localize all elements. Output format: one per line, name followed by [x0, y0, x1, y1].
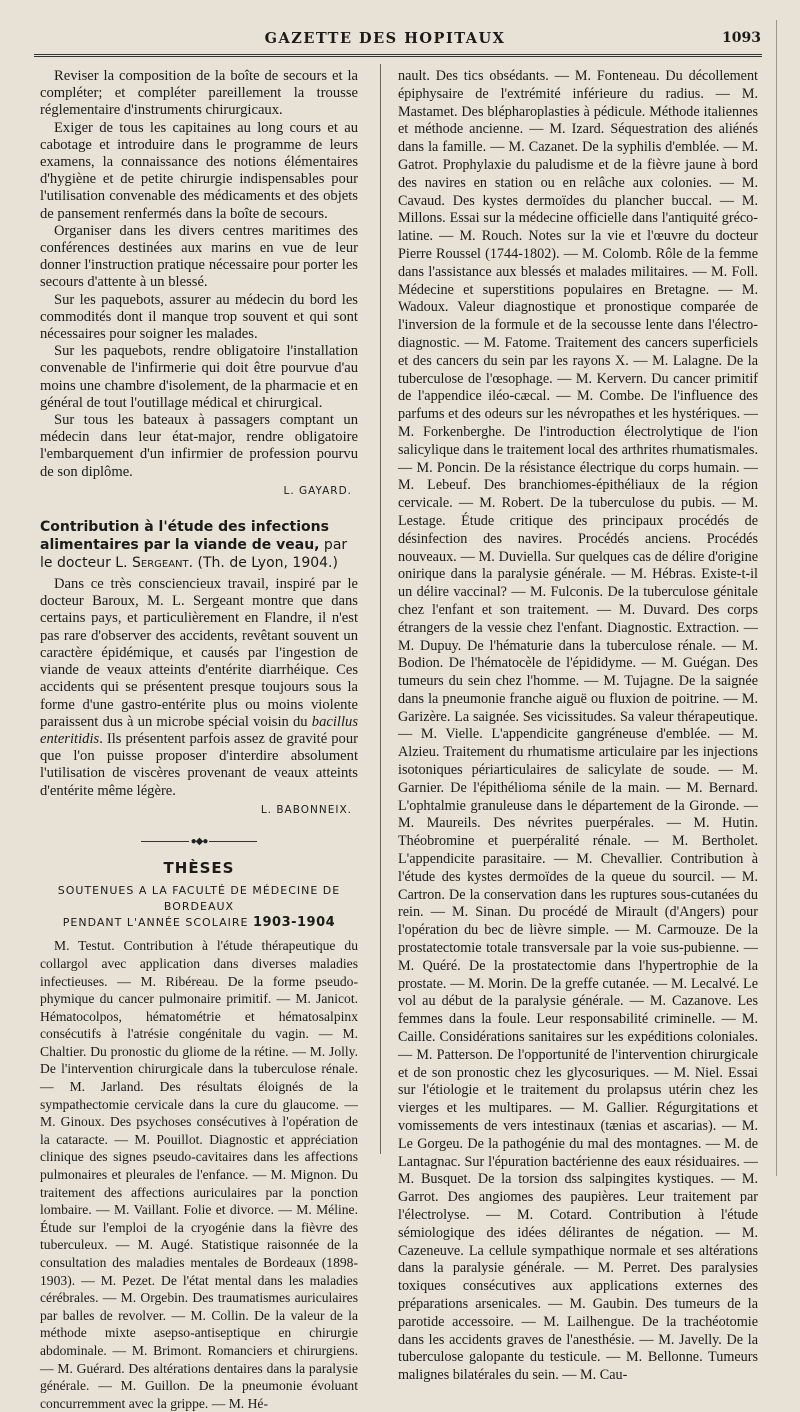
subtitle-line: [40, 915, 358, 931]
section-title: THÈSES: [163, 859, 235, 878]
theses-list: M. Testut. Contribution à l'étude thérapeutique du collargol avec application dans diverses maladies infectieuses. — M. Ribéreau. De la forme pseudo-phymique du cancer pulmonaire primitif. — M. Janicot. Hématocolpos, hématométrie et hématosalpinx consécutifs à l'atrésie congénitale du vagin. — M. Chaltier. Du pronostic du gliome de la rétine. — M. Jolly. De l'intervention chirurgicale dans la tuberculose rénale. — M. Jarland. Des résultats éloignés de la sympathectomie cervicale dans la cure du glaucome. — M. Ginoux. Des psychoses consécutives à l'opération de la cataracte. — M. Pouillot. Diagnostic et appréciation clinique des signes pseudo-cavitaires dans les affections pulmonaires et pleurales de l'enfance. — M. Mignon. Du traitement des affections auriculaires par la ponction lombaire. — M. Vaillant. Folie et divorce. — M. Méline. Étude sur l'emploi de la cryogénie dans la fièvre des tuberculeux. — M. Augé. Statistique raisonnée de la consultation des maladies mentales de Bordeaux (1898-1903). — M. Pezet. De l'état mental dans les maladies cérébrales. — M. Orgebin. Des traumatismes auriculaires par balles de revolver. — M. Collin. De la valeur de la méthode mixte asepso-antiseptique en chirurgie abdominale. — M. Brimont. Romanciers et chirurgiens. — M. Guérard. Des altérations dentaires dans la paralysie générale. — M. Guillon. De la pneumonie évoluant concurremment avec la grippe. — M. Hé-: [40, 938, 358, 1411]
article-source: (Th. de Lyon, 1904.): [193, 555, 338, 572]
article-body-italic: bacillus enteritidis: [40, 713, 358, 747]
theses-list-continued: nault. Des tics obsédants. — M. Fonteneau. Du décollement épiphysaire de l'extrémité inférieure du radius. — M. Mastamet. Des blépharoplasties à pédicule. Méthode italiennes et méthode ancienne. — M. Izard. Séquestration des aliénés dans la famille. — M. Cazanet. De la syphilis d'emblée. — M. Gatrot. Prophylaxie du paludisme et de la fièvre jaune à bord des navires en station ou en relâche aux colonies. — M. Cavaud. Des kystes dermoïdes du plancher buccal. — M. Millons. Essai sur la médecine officielle dans l'antiquité gréco-latine. — M. Rouch. Notes sur la vie et l'œuvre du docteur Pierre Roussel (1744-1802). — M. Colomb. Rôle de la femme dans l'assistance aux blessés et malades militaires. — M. Foll. Médecine et superstitions populaires en Bretagne. — M. Wadoux. Valeur diagnostique et pronostique comparée de l'inversion de la formule et de la secousse lente dans l'électro-diagnostic. — M. Fatome. Traitement des cancers superficiels et des cancers du sein par les rayons X. — M. Lalagne. De la tuberculose de l'œsophage. — M. Kervern. Du cancer primitif de l'appendice iléo-cæcal. — M. Combe. De l'influence des parfums et des odeurs sur les névropathes et les hystériques. — M. Forkenberghe. De l'introduction électrolytique de l'ion salicylique dans le traitement local des arthrites rhumatismales. — M. Poncin. De la résistance électrique du corps humain. — M. Lebeuf. Des branchiomes-épithéliaux de la région cervicale. — M. Robert. De la tuberculose du pubis. — M. Lestage. Étude critique des principaux procédés de désinfection des navires. Procédés anciens. Procédés nouveaux. — M. Duviella. Sur quelques cas de délire d'origine onirique dans la paralysie générale. — M. Hébras. Existe-t-il un délire vaccinal? — M. Fulconis. De la tuberculose génitale chez l'enfant et son traitement. — M. Duvard. Des corps étrangers de la vessie chez l'enfant. Diagnostic. Extraction. — M. Dupuy. De l'hématurie dans la tuberculose rénale. — M. Bodion. De l'hématocèle de l'épididyme. — M. Guégan. Des tumeurs du sein chez l'homme. — M. Tujagne. De la saignée dans la pneumonie franche aiguë ou fluxion de poitrine. — M. Garizère. La saignée. Ses vicissitudes. Sa valeur thérapeutique. — M. Vielle. L'appendicite gangréneuse d'emblée. — M. Alzieu. Traitement du rhumatisme articulaire par les injections isotoniques périarticulaires de salicylate de soude. — M. Garnier. De l'épithélioma sénile de la main. — M. Bernard. L'ophtalmie granuleuse dans le département de la Gironde. — M. Maureils. Des névrites puerpérales. — M. Hutin. Théobromine et puerpéralité rénale. — M. Bertholet. L'appendicite parasitaire. — M. Chevallier. Contribution à l'étude des kystes dermoïdes de la queue du sourcil. — M. Cartron. De la conservation dans les ruptures sous-cutanées du rein. — M. Sinan. Du procédé de Mirault (d'Angers) pour l'opération du bec de lièvre simple. — M. Carmouze. De la prostatectomie totale transversale par la voie sus-pubienne. — M. Quéré. De la prostatectomie dans l'hypertrophie de la prostate. — M. Morin. De la greffe cutanée. — M. Lecalvé. Le vol au début de la paralysie générale. — M. Cazanove. Les femmes dans la foule. Leur responsabilité criminelle. — M. Caille. Considérations sanitaires sur les expéditions coloniales. — M. Patterson. De l'opportunité de l'intervention chirurgicale et de son pronostic chez les glycosuriques. — M. Niel. Essai sur l'étiologie et le traitement du prolapsus utérin chez les vierges et les multipares. — M. Gallier. Régurgitations et vomissements de vers intestinaux (tænias et ascarias). — M. Le Gorgeu. De la pathogénie du mal des montagnes. — M. de Lantagnac. Sur l'épuration bactérienne des eaux résiduaires. — M. Busquet. De la torsion dss salpingites kystiques. — M. Garrot. Des angiomes des paupières. Leur traitement par l'électrolyse. — M. Cotard. Contribution à l'étude sémiologique des idées délirantes de négation. — M. Cazeneuve. La cellule sympathique normale et ses altérations dans la paralysie générale. — M. Perret. Des paralysies toxiques consécutives aux applications externes des préparations arsenicales. — M. Gaubin. Des tumeurs de la parotide accessoire. — M. Lailhengue. De la trachéotomie dans les accidents graves de l'anesthésie. — M. Javelly. De la tuberculose galopante du testicule. — M. Bellonne. Tumeurs malignes bilatérales du sein. — M. Cau-: [398, 68, 758, 1384]
paragraph: Exiger de tous les capitaines au long cours et au cabotage et introduire dans le programme de leurs examens, la connaissance des notions élémentaires d'hygiène et de petite chirurgie indispensables pour l'utilisation convenable des médicaments et des objets de pansement renfermés dans la boîte de secours.: [40, 119, 358, 222]
paragraph: Sur les paquebots, assurer au médecin du bord les commodités dont il manque trop souvent et qui sont nécessaires pour soigner les malades.: [40, 291, 358, 343]
article-body-part: Dans ce très consciencieux travail, inspiré par le docteur Baroux, M. L. Sergeant montre que dans certains pays, et particulièrement en Flandre, il n'est pas rare d'observer des accidents, revêtant souvent un caractère épidémique, et causés par l'ingestion de viande de veaux atteints d'entérite diarrhéique. Ces accidents qui se présentent presque toujours sous la forme d'une gastro-entérite plus ou moins violente paraissent dus à un microbe spécial voisin du: [40, 576, 358, 730]
subtitle-text: PENDANT L'ANNÉE SCOLAIRE: [62, 916, 253, 930]
paragraph: Sur tous les bateaux à passagers comptant un médecin dans leur état-major, rendre obligatoire l'embarquement d'un infirmier de profession pourvu de son diplôme.: [40, 412, 358, 480]
column-divider: [380, 64, 381, 1154]
page-edge-line: [776, 20, 777, 1176]
paragraph: Organiser dans les divers centres maritimes des conférences destinées aux marins en vue de leur donner l'instruction pratique nécessaire pour porter les secours d'attente à un blessé.: [40, 222, 358, 291]
right-column: [398, 68, 758, 1385]
signature: L. BABONNEIX.: [260, 803, 352, 816]
page-number: 1093: [722, 30, 761, 46]
section-subtitle: [40, 883, 358, 931]
paragraph: Sur les paquebots, rendre obligatoire l'installation convenable de l'infirmerie qui doit être pourvue d'au moins une chambre d'isolement, de la pharmacie et en général de tout l'outillage médical et chirurgical.: [40, 343, 358, 411]
article-title-bold: Contribution à l'étude des infections alimentaires par la viande de veau,: [40, 519, 329, 554]
article-body-part: . Ils présentent parfois assez de gravité pour que l'on puisse proposer d'interdire absolument l'utilisation de viscères provenant de veaux atteints d'entérite même légère.: [40, 730, 358, 799]
article-author: Sergeant.: [131, 555, 194, 572]
article-body: [40, 576, 358, 800]
section-ornament: ●◆●: [40, 833, 358, 850]
page-header-title: GAZETTE DES HOPITAUX: [264, 30, 506, 47]
paragraph: Reviser la composition de la boîte de secours et la compléter; et compléter pareillement la trousse réglementaire d'instruments chirurgicaux.: [40, 68, 358, 119]
article-title-text: par le docteur L.: [40, 537, 348, 572]
subtitle-line: SOUTENUES A LA FACULTÉ DE MÉDECINE DE BORDEAUX: [57, 884, 341, 914]
signature: L. GAYARD.: [283, 484, 352, 497]
left-column: [40, 68, 358, 1412]
header-rule: [34, 54, 762, 57]
article-title: [40, 518, 358, 572]
subtitle-year: 1903-1904: [252, 915, 336, 931]
